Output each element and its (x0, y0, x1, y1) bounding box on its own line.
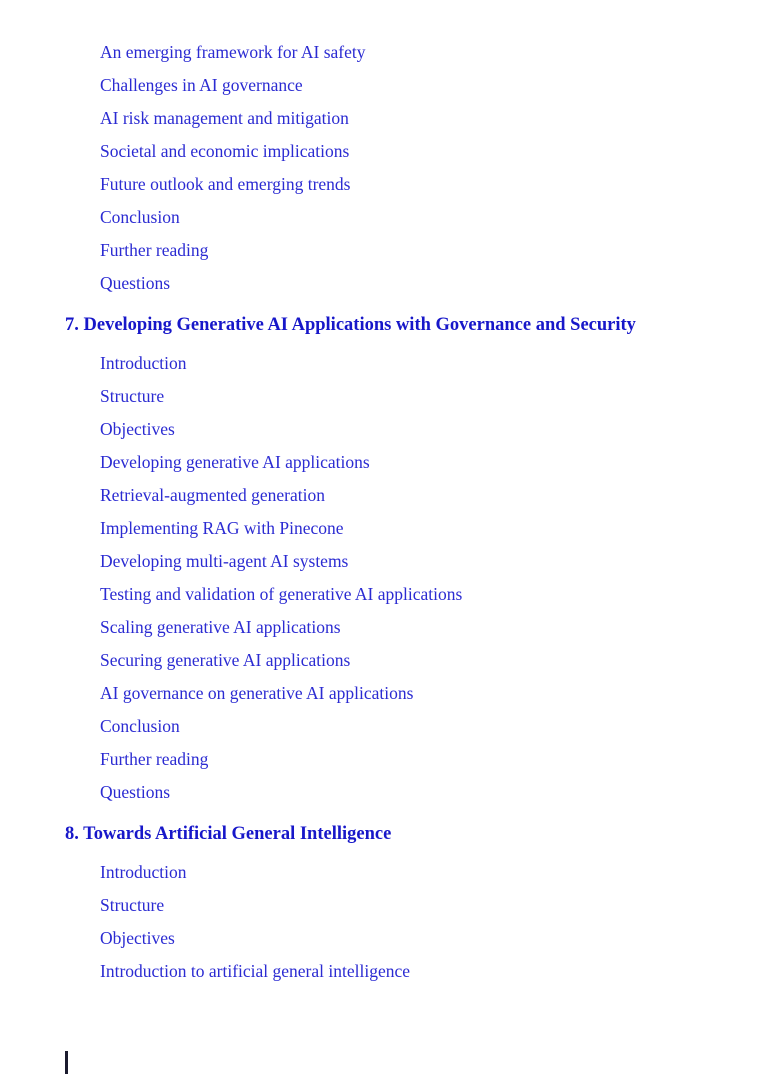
chapter-heading-link[interactable]: 8. Towards Artificial General Intelligence (65, 824, 392, 844)
toc-entry-link[interactable]: Challenges in AI governance (100, 75, 303, 95)
toc-entry-link[interactable]: Testing and validation of generative AI applications (100, 584, 463, 604)
toc-entry-link[interactable]: Structure (100, 386, 165, 406)
toc-entry-link[interactable]: Introduction (100, 353, 187, 373)
toc-entry-link[interactable]: Conclusion (100, 207, 180, 227)
toc-entry-link[interactable]: Developing generative AI applications (100, 452, 370, 472)
toc-entry-link[interactable]: Questions (100, 273, 170, 293)
toc-entry-link[interactable]: An emerging framework for AI safety (100, 42, 366, 62)
toc-entry-link[interactable]: Questions (100, 782, 170, 802)
chapter-heading-link[interactable]: 7. Developing Generative AI Applications with Governance and Security (65, 315, 636, 335)
toc-entry-link[interactable]: Future outlook and emerging trends (100, 174, 351, 194)
toc-entry-link[interactable]: Objectives (100, 928, 175, 948)
toc-entry-link[interactable]: Introduction to artificial general intelligence (100, 961, 411, 981)
toc-entry-link[interactable]: AI risk management and mitigation (100, 108, 349, 128)
toc-entry-link[interactable]: Structure (100, 895, 165, 915)
toc-section (0, 822, 778, 988)
toc-entry-link[interactable]: Further reading (100, 240, 209, 260)
toc-entry-link[interactable]: Societal and economic implications (100, 141, 350, 161)
toc-entry-link[interactable]: Introduction (100, 862, 187, 882)
toc-entry-link[interactable]: Scaling generative AI applications (100, 617, 341, 637)
toc-section (0, 313, 778, 809)
toc-entry-link[interactable]: Securing generative AI applications (100, 650, 351, 670)
clipped-next-line-fragment (65, 1051, 68, 1074)
toc-entry-link[interactable]: Retrieval-augmented generation (100, 485, 325, 505)
toc-entry-link[interactable]: Objectives (100, 419, 175, 439)
toc-entry-link[interactable]: Conclusion (100, 716, 180, 736)
toc-section (0, 36, 778, 300)
toc-entry-link[interactable]: Further reading (100, 749, 209, 769)
toc-entry-link[interactable]: AI governance on generative AI applications (100, 683, 414, 703)
toc-entry-link[interactable]: Developing multi-agent AI systems (100, 551, 349, 571)
toc-entry-link[interactable]: Implementing RAG with Pinecone (100, 518, 344, 538)
